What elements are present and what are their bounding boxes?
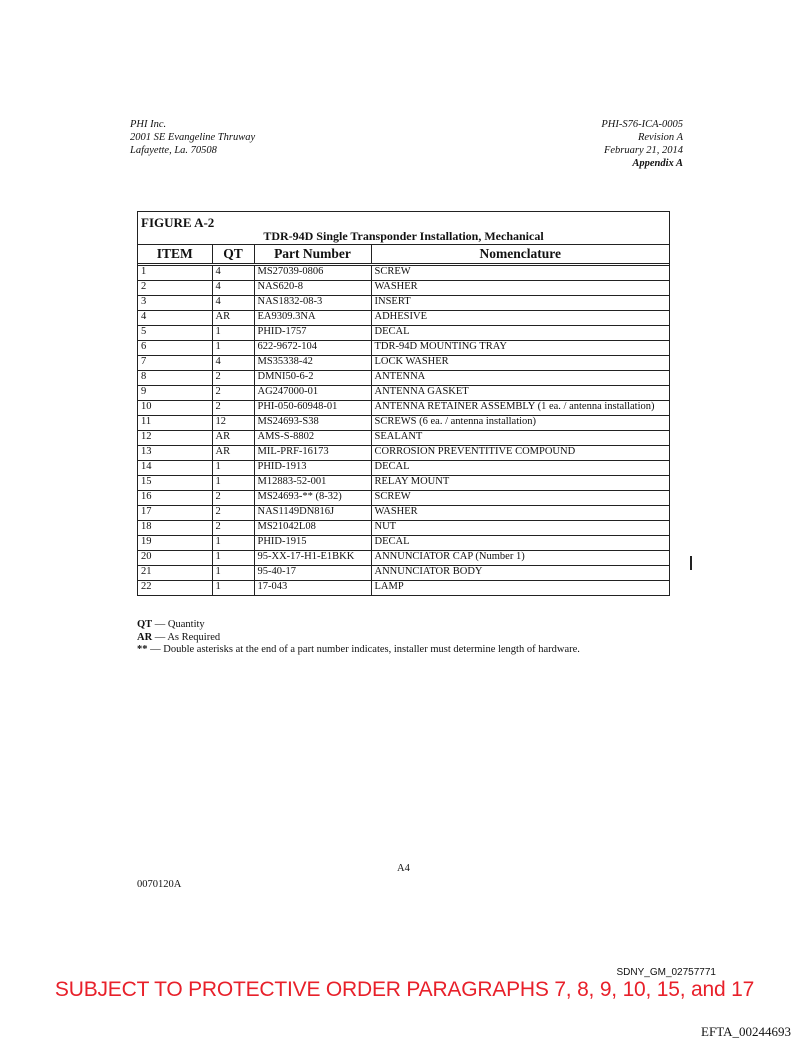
cell-part-number: MS24693-** (8-32) <box>254 491 371 506</box>
cell-part-number: NAS620-8 <box>254 281 371 296</box>
table-row <box>138 446 669 461</box>
column-header-item: ITEM <box>138 245 212 265</box>
cell-qt: 1 <box>212 551 254 566</box>
street-address: 2001 SE Evangeline Thruway <box>130 132 256 143</box>
cell-nomenclature: DECAL <box>371 461 669 476</box>
company-name: PHI Inc. <box>130 119 167 130</box>
cell-item: 10 <box>138 401 212 416</box>
cell-item: 2 <box>138 281 212 296</box>
legend-separator: — <box>152 619 168 630</box>
cell-qt: 1 <box>212 566 254 581</box>
legend-text: Quantity <box>167 619 205 630</box>
table-row <box>138 521 669 536</box>
cell-item: 9 <box>138 386 212 401</box>
legend-item <box>137 644 580 657</box>
cell-part-number: EA9309.3NA <box>254 311 371 326</box>
cell-nomenclature: RELAY MOUNT <box>371 476 669 491</box>
column-header-qt: QT <box>212 245 254 265</box>
cell-part-number: DMNI50-6-2 <box>254 371 371 386</box>
table-row <box>138 311 669 326</box>
table-row <box>138 341 669 356</box>
cell-item: 3 <box>138 296 212 311</box>
table-row <box>138 581 669 596</box>
cell-part-number: AG247000-01 <box>254 386 371 401</box>
cell-part-number: 95-XX-17-H1-E1BKK <box>254 551 371 566</box>
cell-item: 1 <box>138 265 212 281</box>
cell-part-number: 17-043 <box>254 581 371 596</box>
document-info-block <box>601 118 683 170</box>
cell-nomenclature: ANTENNA RETAINER ASSEMBLY (1 ea. / antenna installation) <box>371 401 669 416</box>
city-state-zip: Lafayette, La. 70508 <box>130 145 217 156</box>
cell-qt: 4 <box>212 296 254 311</box>
cell-qt: AR <box>212 431 254 446</box>
cell-part-number: PHID-1757 <box>254 326 371 341</box>
cell-item: 16 <box>138 491 212 506</box>
cell-nomenclature: WASHER <box>371 506 669 521</box>
cell-nomenclature: DECAL <box>371 326 669 341</box>
cell-qt: 4 <box>212 281 254 296</box>
cell-item: 22 <box>138 581 212 596</box>
document-number: PHI-S76-ICA-0005 <box>601 119 683 130</box>
cell-qt: 2 <box>212 506 254 521</box>
cell-qt: 1 <box>212 341 254 356</box>
cell-part-number: MS24693-S38 <box>254 416 371 431</box>
cell-nomenclature: ANNUNCIATOR BODY <box>371 566 669 581</box>
cell-qt: 1 <box>212 581 254 596</box>
cell-part-number: AMS-S-8802 <box>254 431 371 446</box>
cell-part-number: NAS1832-08-3 <box>254 296 371 311</box>
table-row <box>138 506 669 521</box>
table-row <box>138 265 669 281</box>
column-header-nomenclature: Nomenclature <box>371 245 669 265</box>
cell-item: 8 <box>138 371 212 386</box>
parts-figure <box>137 211 670 596</box>
cell-item: 4 <box>138 311 212 326</box>
table-row <box>138 326 669 341</box>
column-header-part-number: Part Number <box>254 245 371 265</box>
cell-qt: 2 <box>212 491 254 506</box>
legend-key: ** <box>137 644 148 655</box>
cell-item: 15 <box>138 476 212 491</box>
table-row <box>138 386 669 401</box>
figure-title: TDR-94D Single Transponder Installation, Mechanical <box>263 229 544 243</box>
cell-nomenclature: TDR-94D MOUNTING TRAY <box>371 341 669 356</box>
cell-part-number: MS35338-42 <box>254 356 371 371</box>
cell-part-number: PHID-1913 <box>254 461 371 476</box>
legend-separator: — <box>147 644 164 655</box>
table-row <box>138 296 669 311</box>
cell-qt: 1 <box>212 476 254 491</box>
table-row <box>138 401 669 416</box>
cell-part-number: PHI-050-60948-01 <box>254 401 371 416</box>
cell-item: 20 <box>138 551 212 566</box>
cell-nomenclature: NUT <box>371 521 669 536</box>
cell-item: 14 <box>138 461 212 476</box>
cell-nomenclature: WASHER <box>371 281 669 296</box>
cell-nomenclature: ANNUNCIATOR CAP (Number 1) <box>371 551 669 566</box>
bates-number: SDNY_GM_02757771 <box>616 967 716 978</box>
table-header-row <box>138 245 669 265</box>
cell-qt: 12 <box>212 416 254 431</box>
cell-nomenclature: ANTENNA <box>371 371 669 386</box>
cell-nomenclature: DECAL <box>371 536 669 551</box>
table-row <box>138 551 669 566</box>
cell-qt: 1 <box>212 536 254 551</box>
table-row <box>138 281 669 296</box>
change-bar <box>690 556 692 570</box>
document-date: February 21, 2014 <box>603 145 683 156</box>
cell-part-number: 622-9672-104 <box>254 341 371 356</box>
table-row <box>138 371 669 386</box>
cell-item: 17 <box>138 506 212 521</box>
legend-text: Double asterisks at the end of a part number indicates, installer must determine length of hardware. <box>163 644 580 655</box>
table-row <box>138 416 669 431</box>
cell-part-number: 95-40-17 <box>254 566 371 581</box>
company-address-block <box>130 118 255 157</box>
cell-qt: 4 <box>212 265 254 281</box>
cell-nomenclature: SCREW <box>371 491 669 506</box>
cell-qt: 2 <box>212 401 254 416</box>
cell-part-number: NAS1149DN816J <box>254 506 371 521</box>
cell-part-number: MS27039-0806 <box>254 265 371 281</box>
legend-key: QT <box>137 619 153 630</box>
cell-item: 11 <box>138 416 212 431</box>
cell-nomenclature: CORROSION PREVENTITIVE COMPOUND <box>371 446 669 461</box>
table-row <box>138 476 669 491</box>
page-number: A4 <box>397 863 410 874</box>
cell-nomenclature: ANTENNA GASKET <box>371 386 669 401</box>
cell-qt: 2 <box>212 386 254 401</box>
table-row <box>138 461 669 476</box>
parts-table <box>138 244 669 595</box>
cell-part-number: PHID-1915 <box>254 536 371 551</box>
cell-item: 7 <box>138 356 212 371</box>
cell-item: 18 <box>138 521 212 536</box>
cell-part-number: MIL-PRF-16173 <box>254 446 371 461</box>
table-row <box>138 536 669 551</box>
cell-qt: 4 <box>212 356 254 371</box>
table-row <box>138 431 669 446</box>
legend-key: AR <box>137 631 153 643</box>
figure-label: FIGURE A-2 <box>141 215 215 230</box>
legend-item <box>137 632 580 645</box>
cell-nomenclature: LAMP <box>371 581 669 596</box>
cell-item: 12 <box>138 431 212 446</box>
table-row <box>138 491 669 506</box>
cell-part-number: M12883-52-001 <box>254 476 371 491</box>
cell-nomenclature: SEALANT <box>371 431 669 446</box>
cell-qt: 2 <box>212 371 254 386</box>
protective-order-notice: SUBJECT TO PROTECTIVE ORDER PARAGRAPHS 7, 8, 9, 10, 15, and 17 <box>54 978 755 1001</box>
cell-qt: 1 <box>212 326 254 341</box>
cell-qt: AR <box>212 311 254 326</box>
legend-separator: — <box>152 631 168 643</box>
cell-item: 21 <box>138 566 212 581</box>
cell-item: 5 <box>138 326 212 341</box>
legend-item <box>137 619 580 632</box>
legend <box>137 619 580 657</box>
cell-qt: 2 <box>212 521 254 536</box>
cell-item: 13 <box>138 446 212 461</box>
cell-nomenclature: ADHESIVE <box>371 311 669 326</box>
document-code: 0070120A <box>137 879 182 890</box>
cell-item: 19 <box>138 536 212 551</box>
appendix-label: Appendix A <box>632 158 683 169</box>
parts-table-body <box>138 265 669 596</box>
cell-qt: AR <box>212 446 254 461</box>
efta-number: EFTA_00244693 <box>701 1024 791 1039</box>
legend-text: As Required <box>167 631 221 643</box>
cell-nomenclature: SCREWS (6 ea. / antenna installation) <box>371 416 669 431</box>
cell-part-number: MS21042L08 <box>254 521 371 536</box>
table-row <box>138 356 669 371</box>
cell-qt: 1 <box>212 461 254 476</box>
table-row <box>138 566 669 581</box>
cell-nomenclature: INSERT <box>371 296 669 311</box>
revision: Revision A <box>637 132 683 143</box>
cell-nomenclature: SCREW <box>371 265 669 281</box>
cell-nomenclature: LOCK WASHER <box>371 356 669 371</box>
cell-item: 6 <box>138 341 212 356</box>
